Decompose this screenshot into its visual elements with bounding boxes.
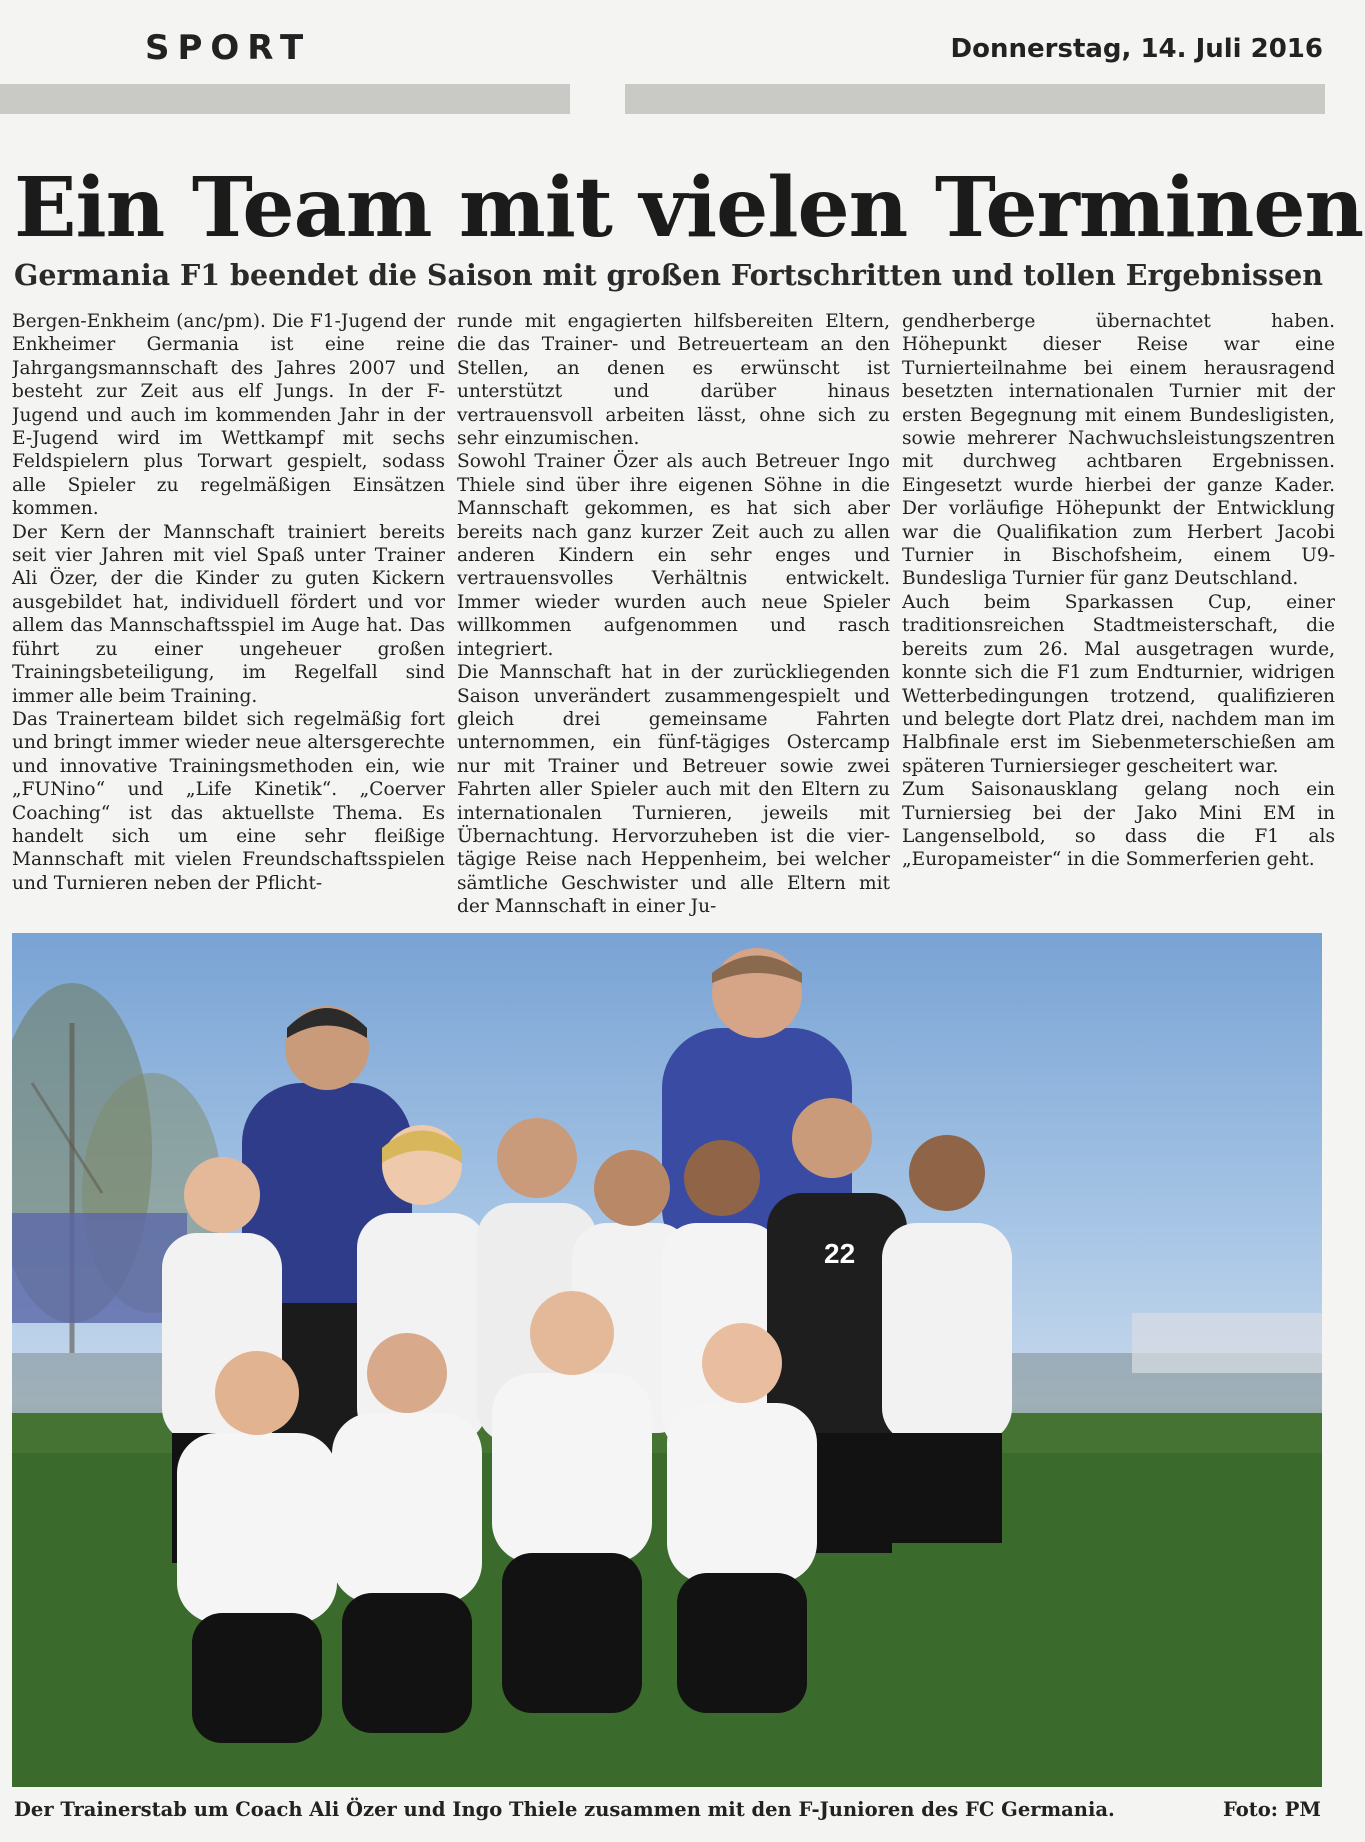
paragraph: Auch beim Sparkassen Cup, einer traditionsreichen Stadtmeisterschaft, die bereits zum 26. Mal ausgetragen wurde, konnte sich die F1 zum Endturnier, widrigen Wetterbedingungen trotzend, qualifizieren und belegte dort Platz drei, nachdem man im Halbfinale erst im Siebenmeterschießen am späteren Turniersieger gescheitert war.	[902, 591, 1335, 777]
article-column-3	[902, 310, 1335, 920]
team-photo	[12, 933, 1322, 1787]
team-photo-illustration	[12, 933, 1322, 1787]
photo-caption: Der Trainerstab um Coach Ali Özer und Ingo Thiele zusammen mit den F-Junioren des FC Germania.	[14, 1798, 1115, 1821]
background-building	[1132, 1313, 1322, 1373]
article-subheadline: Germania F1 beendet die Saison mit großen Fortschritten und tollen Ergebnissen	[14, 258, 1323, 292]
header-rule-right	[625, 84, 1325, 114]
banner	[12, 1213, 187, 1323]
paragraph: runde mit engagierten hilfsbereiten Eltern, die das Trainer- und Betreuerteam an den Stellen, an denen es erwünscht ist unterstützt und darüber hinaus vertrauensvoll arbeiten lässt, ohne sich zu sehr einzumischen.	[457, 311, 890, 450]
paragraph: gendherberge übernachtet haben. Höhepunkt dieser Reise war eine Turnierteilnahme bei einem herausragend besetzten internationalen Turnier mit der ersten Begegnung mit einem Bundesligisten, sowie mehrerer Nachwuchsleistungszentren mit durchweg achtbaren Ergebnissen. Eingesetzt wurde hierbei der ganze Kader. Der vorläufige Höhepunkt der Entwicklung war die Qualifikation zum Herbert Jacobi Turnier in Bischofsheim, einem U9-Bundesliga Turnier für ganz Deutschland.	[902, 311, 1335, 590]
page-header	[0, 0, 1365, 115]
issue-date: Donnerstag, 14. Juli 2016	[950, 34, 1323, 64]
section-label: SPORT	[145, 28, 312, 68]
jersey-number: 22	[824, 1238, 856, 1269]
paragraph: Sowohl Trainer Özer als auch Betreuer Ingo Thiele sind über ihre eigenen Söhne in die Mannschaft gekommen, es hat sich aber bereits nach ganz kurzer Zeit auch zu allen anderen Kindern ein sehr enges und vertrauensvolles Verhältnis entwickelt. Immer wieder wurden auch neue Spieler willkommen aufgenommen und rasch integriert.	[457, 451, 890, 660]
paragraph: Zum Saisonausklang gelang noch ein Turniersieg bei der Jako Mini EM in Langenselbold, so dass die F1 als „Europameister“ in die Sommerferien geht.	[902, 779, 1335, 871]
article-body	[12, 310, 1335, 920]
photo-credit: Foto: PM	[1222, 1798, 1321, 1821]
header-rule-left	[0, 84, 570, 114]
article-column-1	[12, 310, 445, 920]
article-headline: Ein Team mit vielen Terminen	[14, 160, 1364, 256]
paragraph: Die Mannschaft hat in der zurückliegenden Saison unverändert zusammengespielt und gleich drei gemeinsame Fahrten unternommen, ein fünf-tägiges Ostercamp nur mit Trainer und Betreuer sowie zwei Fahrten aller Spieler auch mit den Eltern zu internationalen Turnieren, jeweils mit Übernachtung. Hervorzuheben ist die vier-tägige Reise nach Heppenheim, bei welcher sämtliche Geschwister und alle Eltern mit der Mannschaft in einer Ju-	[457, 662, 890, 918]
paragraph: Der Kern der Mannschaft trainiert bereits seit vier Jahren mit viel Spaß unter Trainer Ali Özer, der die Kinder zu guten Kickern ausgebildet hat, individuell fördert und vor allem das Mannschaftsspiel im Auge hat. Das führt zu einer ungeheuer großen Trainingsbeteiligung, im Regelfall sind immer alle beim Training.	[12, 521, 445, 707]
article-column-2	[457, 310, 890, 920]
paragraph: Bergen-Enkheim (anc/pm). Die F1-Jugend der Enkheimer Germania ist eine reine Jahrgangsmannschaft des Jahres 2007 und besteht zur Zeit aus elf Jungs. In der F-Jugend und auch im kommenden Jahr in der E-Jugend wird im Wettkampf mit sechs Feldspielern plus Torwart gespielt, sodass alle Spieler zu regelmäßigen Einsätzen kommen.	[12, 311, 445, 520]
paragraph: Das Trainerteam bildet sich regelmäßig fort und bringt immer wieder neue altersgerechte und innovative Trainingsmethoden ein, wie „FUNino“ und „Life Kinetik“. „Coerver Coaching“ ist das aktuellste Thema. Es handelt sich um eine sehr fleißige Mannschaft mit vielen Freundschaftsspielen und Turnieren neben der Pflicht-	[12, 708, 445, 894]
